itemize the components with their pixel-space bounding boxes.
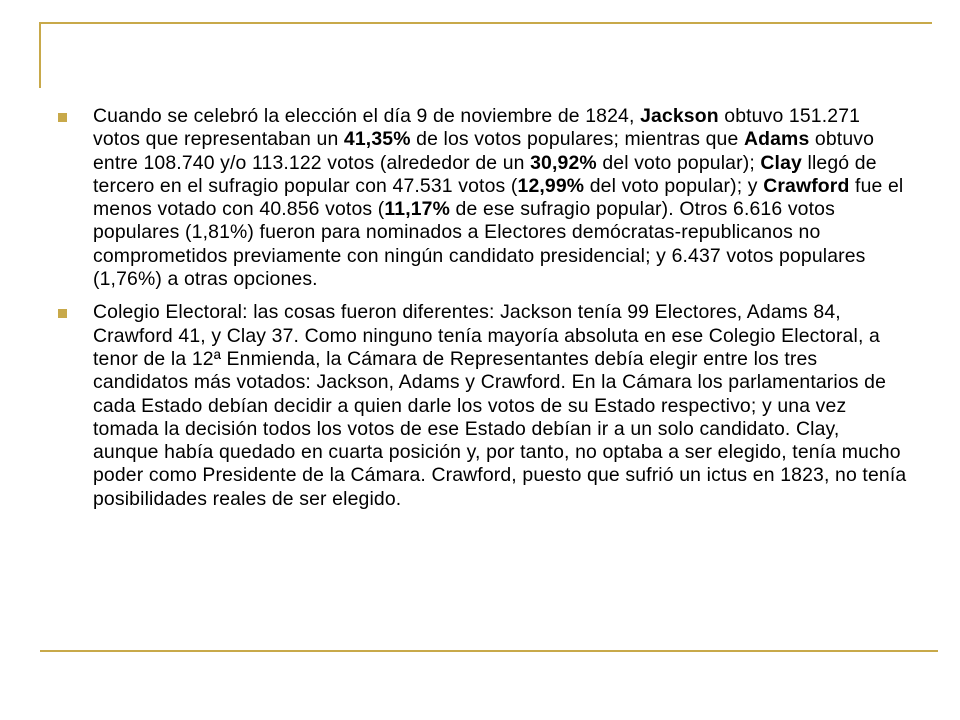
bottom-rule: [40, 650, 938, 652]
text-run: de los votos populares; mientras que: [410, 128, 744, 151]
text-run: obtuvo entre 108.740 y/o 113.122 votos (alrededor de un: [93, 128, 875, 174]
bold-run: 12,99%: [517, 174, 585, 197]
text-run: de ese sufragio popular). Otros 6.616 votos populares (1,81%) fueron para nominados a Electores demócratas-republicanos no comprometidos previamente con ningún candidato presidencial; y 6.437 votos populares (1,76%) a otras opciones.: [93, 198, 866, 291]
text-run: llegó de tercero en el sufragio popular con 47.531 votos (: [93, 151, 877, 197]
left-rule: [39, 22, 41, 88]
bold-run: Crawford: [763, 174, 850, 197]
square-bullet-icon: [58, 113, 67, 122]
bold-run: Clay: [760, 151, 802, 174]
square-bullet-icon: [58, 309, 67, 318]
bullet-item: [58, 301, 908, 511]
text-run: del voto popular);: [596, 151, 761, 174]
bullet-item: [58, 105, 908, 291]
text-run: obtuvo 151.271 votos que representaban un: [93, 105, 861, 151]
bold-run: Jackson: [640, 105, 719, 127]
bold-run: Adams: [743, 128, 810, 151]
bullet-text: [93, 301, 908, 511]
bold-run: 11,17%: [384, 198, 450, 221]
bullet-text: [93, 105, 908, 291]
text-run: Colegio Electoral: las cosas fueron diferentes: Jackson tenía 99 Electores, Adams 84, Crawford 41, y Clay 37. Como ninguno tenía mayoría absoluta en ese Colegio Electoral, a tenor de la 12ª Enmienda, la Cámara de Representantes debía elegir entre los tres candidatos más votados: Jackson, Adams y Crawford. En la Cámara los parlamentarios de cada Estado debían decidir a quien darle los votos de su Estado respectivo; y una vez tomada la decisión todos los votos de ese Estado debían ir a un solo candidato. Clay, aunque había quedado en cuarta posición y, por tanto, no optaba a ser elegido, tenía mucho poder como Presidente de la Cámara. Crawford, puesto que sufrió un ictus en 1823, no tenía posibilidades reales de ser elegido.: [93, 301, 907, 510]
bold-run: 41,35%: [343, 128, 411, 151]
text-run: fue el menos votado con 40.856 votos (: [93, 174, 904, 221]
text-run: Cuando se celebró la elección el día 9 de noviembre de 1824,: [93, 105, 641, 127]
text-run: del voto popular); y: [584, 174, 764, 197]
top-rule: [40, 22, 932, 24]
slide-body: [58, 105, 908, 521]
bold-run: 30,92%: [530, 151, 597, 174]
